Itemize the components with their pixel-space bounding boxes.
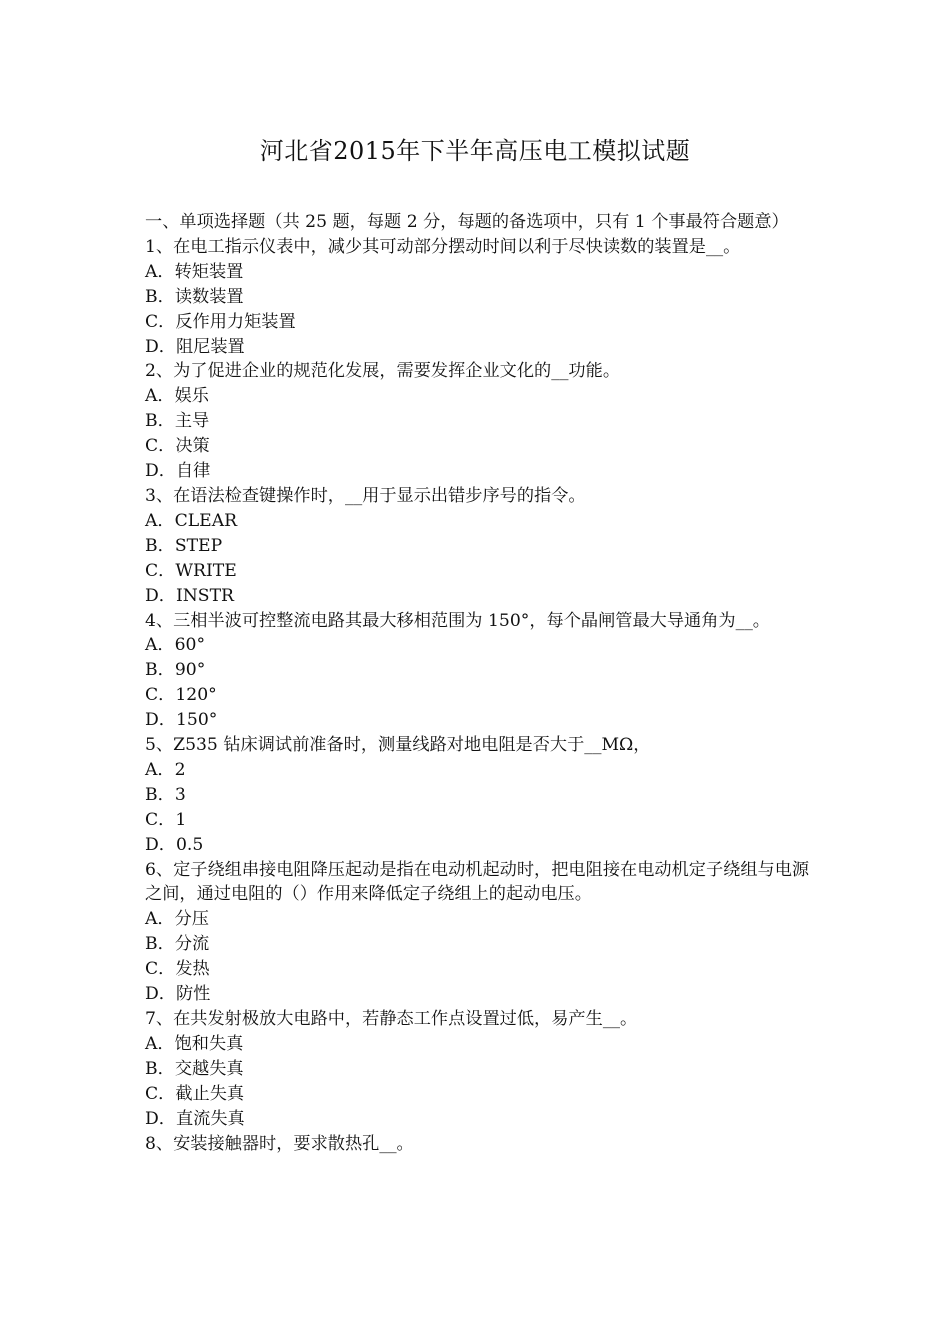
answer-option: C．决策 <box>145 436 210 457</box>
question-block <box>145 733 810 858</box>
answer-option: D．直流失真 <box>145 1108 245 1129</box>
question-stem: 4、三相半波可控整流电路其最大移相范围为 150°，每个晶闸管最大导通角为__。 <box>145 610 770 631</box>
answer-option: C．120° <box>145 685 217 706</box>
question-block <box>145 1007 810 1132</box>
answer-option: D．防性 <box>145 984 211 1005</box>
question-block <box>145 359 810 484</box>
answer-option: B．STEP <box>145 535 223 556</box>
answer-option: B．读数装置 <box>145 286 244 307</box>
question-stem: 8、安装接触器时，要求散热孔__。 <box>145 1133 414 1154</box>
question-list <box>145 210 810 1156</box>
answer-option: A．转矩装置 <box>145 261 244 282</box>
answer-option: C．发热 <box>145 959 210 980</box>
answer-option: A．60° <box>145 635 206 656</box>
answer-option: D．150° <box>145 710 218 731</box>
answer-option: C．WRITE <box>145 560 237 581</box>
question-block <box>145 609 810 734</box>
answer-option: D．自律 <box>145 461 211 482</box>
section-header: 一、单项选择题（共 25 题，每题 2 分，每题的备选项中，只有 1 个事最符合题意） <box>145 212 789 232</box>
answer-option: C．1 <box>145 809 187 830</box>
question-stem: 7、在共发射极放大电路中，若静态工作点设置过低，易产生__。 <box>145 1009 638 1029</box>
document-title: 河北省2015年下半年高压电工模拟试题 <box>259 137 691 165</box>
answer-option: B．3 <box>145 784 186 805</box>
question-block <box>145 858 810 1007</box>
question-block <box>145 235 810 360</box>
answer-option: B．交越失真 <box>145 1058 244 1079</box>
answer-option: B．分流 <box>145 934 210 955</box>
answer-option: A．分压 <box>145 909 209 930</box>
answer-option: A．饱和失真 <box>145 1033 244 1054</box>
question-stem: 5、Z535 钻床调试前准备时，测量线路对地电阻是否大于__MΩ， <box>145 735 651 756</box>
question-block <box>145 484 810 609</box>
answer-option: C．截止失真 <box>145 1083 245 1104</box>
answer-option: B．90° <box>145 660 206 681</box>
question-stem: 3、在语法检查键操作时，__用于显示出错步序号的指令。 <box>145 485 586 506</box>
question-stem: 2、为了促进企业的规范化发展，需要发挥企业文化的__功能。 <box>145 361 621 382</box>
answer-option: A．娱乐 <box>145 386 209 407</box>
question-stem: 6、定子绕组串接电阻降压起动是指在电动机起动时，把电阻接在电动机定子绕组与电源之间，通过电阻的（）作用来降低定子绕组上的起动电压。 <box>145 859 810 905</box>
answer-option: A．CLEAR <box>145 510 238 531</box>
answer-option: B．主导 <box>145 411 210 432</box>
answer-option: A．2 <box>145 759 186 780</box>
answer-option: D．INSTR <box>145 585 234 606</box>
answer-option: D．阻尼装置 <box>145 336 245 357</box>
question-stem: 1、在电工指示仪表中，减少其可动部分摆动时间以利于尽快读数的装置是__。 <box>145 236 741 257</box>
answer-option: C．反作用力矩装置 <box>145 311 296 332</box>
answer-option: D．0.5 <box>145 834 204 855</box>
question-block <box>145 1132 810 1157</box>
